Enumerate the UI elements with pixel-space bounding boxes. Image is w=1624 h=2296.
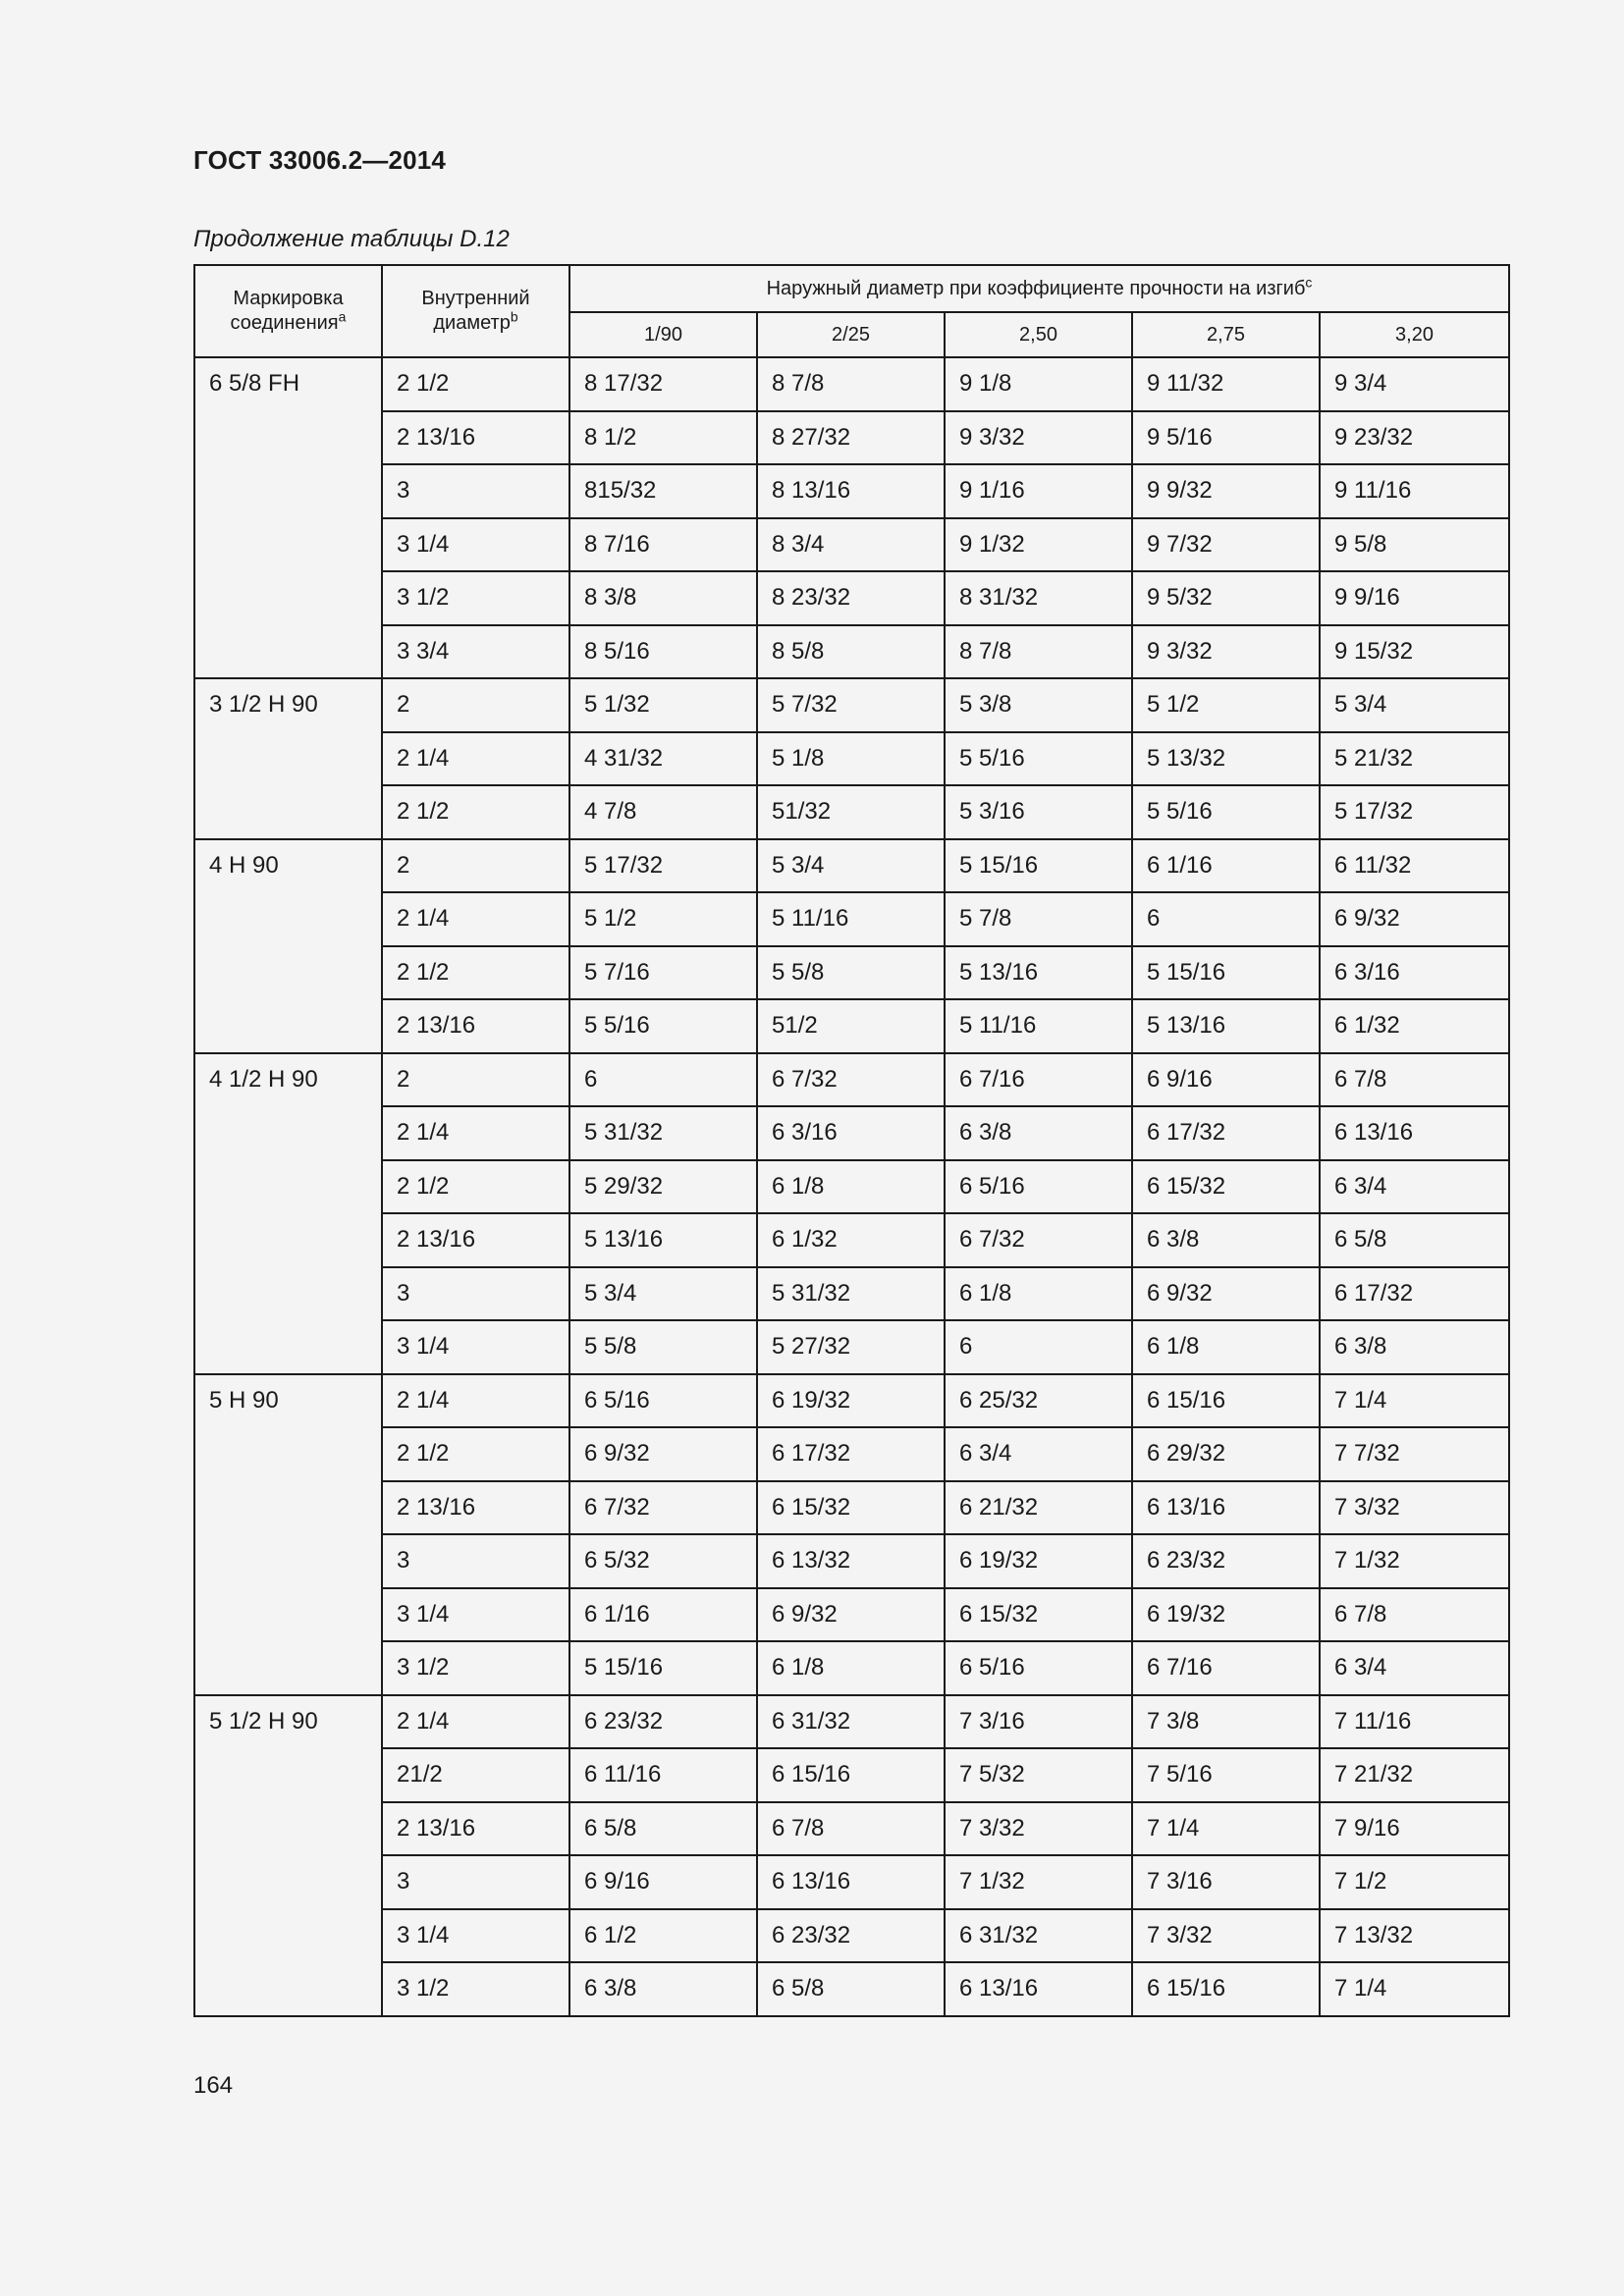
outer-diameter-cell: 8 27/32 <box>757 411 945 465</box>
outer-diameter-cell: 6 7/16 <box>945 1053 1132 1107</box>
outer-diameter-cell: 6 1/8 <box>757 1160 945 1214</box>
inner-diameter-cell: 2 <box>382 839 569 893</box>
outer-diameter-cell: 9 11/16 <box>1320 464 1509 518</box>
table-row <box>194 1855 1509 1909</box>
page-number: 164 <box>193 2072 234 2099</box>
outer-diameter-cell: 8 17/32 <box>569 357 757 411</box>
outer-diameter-cell: 6 1/8 <box>945 1267 1132 1321</box>
outer-diameter-cell: 6 7/16 <box>1132 1641 1320 1695</box>
inner-diameter-cell: 3 1/2 <box>382 1962 569 2016</box>
inner-diameter-cell: 3 1/4 <box>382 1320 569 1374</box>
inner-diameter-cell: 2 1/4 <box>382 1374 569 1428</box>
outer-diameter-cell: 5 7/32 <box>757 678 945 732</box>
outer-diameter-cell: 9 23/32 <box>1320 411 1509 465</box>
outer-diameter-cell: 7 9/16 <box>1320 1802 1509 1856</box>
outer-diameter-cell: 5 11/16 <box>945 999 1132 1053</box>
table-row <box>194 1320 1509 1374</box>
outer-diameter-cell: 6 1/2 <box>569 1909 757 1963</box>
outer-diameter-cell: 9 9/32 <box>1132 464 1320 518</box>
outer-diameter-cell: 6 19/32 <box>945 1534 1132 1588</box>
table-row <box>194 839 1509 893</box>
outer-diameter-cell: 8 5/16 <box>569 625 757 679</box>
inner-diameter-cell: 3 1/4 <box>382 1588 569 1642</box>
subheader-cell: 3,20 <box>1320 312 1509 357</box>
marking-cell: 4 1/2 H 90 <box>194 1053 382 1374</box>
outer-diameter-cell: 6 7/32 <box>569 1481 757 1535</box>
outer-diameter-cell: 5 13/32 <box>1132 732 1320 786</box>
outer-diameter-cell: 6 23/32 <box>569 1695 757 1749</box>
outer-diameter-cell: 5 15/16 <box>945 839 1132 893</box>
outer-diameter-cell: 5 31/32 <box>569 1106 757 1160</box>
table-row <box>194 1213 1509 1267</box>
table-body <box>194 357 1509 2016</box>
inner-diameter-cell: 3 <box>382 1855 569 1909</box>
table-row <box>194 1053 1509 1107</box>
table-row <box>194 1695 1509 1749</box>
inner-diameter-cell: 3 <box>382 1534 569 1588</box>
outer-diameter-cell: 9 11/32 <box>1132 357 1320 411</box>
outer-diameter-cell: 6 3/8 <box>569 1962 757 2016</box>
outer-diameter-cell: 5 15/16 <box>1132 946 1320 1000</box>
table-row <box>194 411 1509 465</box>
outer-diameter-cell: 8 3/8 <box>569 571 757 625</box>
table-row <box>194 1588 1509 1642</box>
outer-diameter-cell: 5 1/32 <box>569 678 757 732</box>
outer-diameter-cell: 9 3/32 <box>945 411 1132 465</box>
outer-diameter-cell: 6 1/32 <box>1320 999 1509 1053</box>
data-table <box>193 264 1510 2017</box>
marking-cell: 5 H 90 <box>194 1374 382 1695</box>
outer-diameter-cell: 6 1/16 <box>1132 839 1320 893</box>
inner-diameter-cell: 2 13/16 <box>382 1213 569 1267</box>
outer-diameter-cell: 6 9/32 <box>1132 1267 1320 1321</box>
outer-diameter-cell: 5 21/32 <box>1320 732 1509 786</box>
document-title: ГОСТ 33006.2—2014 <box>193 145 447 175</box>
table-row <box>194 1641 1509 1695</box>
table-row <box>194 892 1509 946</box>
outer-diameter-cell: 5 7/8 <box>945 892 1132 946</box>
outer-diameter-cell: 6 5/32 <box>569 1534 757 1588</box>
outer-diameter-cell: 9 3/32 <box>1132 625 1320 679</box>
outer-diameter-cell: 5 11/16 <box>757 892 945 946</box>
outer-diameter-cell: 6 15/16 <box>1132 1374 1320 1428</box>
table-row <box>194 1962 1509 2016</box>
outer-diameter-cell: 5 15/16 <box>569 1641 757 1695</box>
table-row <box>194 518 1509 572</box>
marking-cell: 4 H 90 <box>194 839 382 1053</box>
outer-diameter-cell: 5 1/2 <box>569 892 757 946</box>
outer-diameter-cell: 5 13/16 <box>1132 999 1320 1053</box>
outer-diameter-cell: 9 7/32 <box>1132 518 1320 572</box>
outer-diameter-cell: 6 31/32 <box>945 1909 1132 1963</box>
outer-diameter-cell: 6 7/32 <box>945 1213 1132 1267</box>
outer-diameter-cell: 8 13/16 <box>757 464 945 518</box>
outer-diameter-cell: 7 1/4 <box>1320 1962 1509 2016</box>
inner-diameter-cell: 2 13/16 <box>382 1802 569 1856</box>
outer-diameter-cell: 6 15/16 <box>757 1748 945 1802</box>
outer-diameter-cell: 8 3/4 <box>757 518 945 572</box>
inner-diameter-cell: 3 3/4 <box>382 625 569 679</box>
outer-diameter-cell: 7 3/16 <box>945 1695 1132 1749</box>
inner-diameter-cell: 2 1/2 <box>382 357 569 411</box>
outer-diameter-cell: 7 11/16 <box>1320 1695 1509 1749</box>
marking-cell: 5 1/2 H 90 <box>194 1695 382 2016</box>
outer-diameter-cell: 9 5/32 <box>1132 571 1320 625</box>
inner-diameter-cell: 21/2 <box>382 1748 569 1802</box>
outer-diameter-cell: 6 9/32 <box>757 1588 945 1642</box>
table-row <box>194 571 1509 625</box>
table-row <box>194 357 1509 411</box>
outer-diameter-cell: 5 13/16 <box>945 946 1132 1000</box>
outer-diameter-cell: 7 3/16 <box>1132 1855 1320 1909</box>
outer-diameter-cell: 6 15/16 <box>1132 1962 1320 2016</box>
outer-diameter-cell: 8 5/8 <box>757 625 945 679</box>
inner-diameter-cell: 2 1/2 <box>382 1427 569 1481</box>
table-row <box>194 1481 1509 1535</box>
outer-diameter-cell: 7 7/32 <box>1320 1427 1509 1481</box>
inner-diameter-cell: 3 1/2 <box>382 571 569 625</box>
inner-diameter-cell: 2 1/4 <box>382 1106 569 1160</box>
inner-diameter-cell: 2 1/4 <box>382 732 569 786</box>
outer-diameter-cell: 6 5/8 <box>569 1802 757 1856</box>
outer-diameter-cell: 6 25/32 <box>945 1374 1132 1428</box>
table-row <box>194 946 1509 1000</box>
outer-diameter-cell: 6 7/32 <box>757 1053 945 1107</box>
outer-diameter-cell: 5 17/32 <box>1320 785 1509 839</box>
outer-diameter-cell: 7 5/16 <box>1132 1748 1320 1802</box>
outer-diameter-cell: 6 19/32 <box>1132 1588 1320 1642</box>
outer-diameter-cell: 6 15/32 <box>757 1481 945 1535</box>
outer-diameter-cell: 5 3/4 <box>757 839 945 893</box>
outer-diameter-cell: 6 13/16 <box>1320 1106 1509 1160</box>
table-row <box>194 1374 1509 1428</box>
table-row <box>194 1748 1509 1802</box>
inner-diameter-cell: 2 1/4 <box>382 892 569 946</box>
outer-diameter-cell: 9 9/16 <box>1320 571 1509 625</box>
outer-diameter-cell: 5 29/32 <box>569 1160 757 1214</box>
inner-diameter-cell: 2 1/2 <box>382 785 569 839</box>
outer-diameter-cell: 7 3/32 <box>945 1802 1132 1856</box>
outer-diameter-cell: 6 29/32 <box>1132 1427 1320 1481</box>
table-row <box>194 1106 1509 1160</box>
table-caption: Продолжение таблицы D.12 <box>193 226 510 252</box>
outer-diameter-cell: 815/32 <box>569 464 757 518</box>
outer-diameter-cell: 6 <box>569 1053 757 1107</box>
outer-diameter-cell: 6 1/32 <box>757 1213 945 1267</box>
table-row <box>194 464 1509 518</box>
outer-diameter-cell: 5 5/8 <box>569 1320 757 1374</box>
subheader-cell: 2,50 <box>945 312 1132 357</box>
outer-diameter-cell: 6 7/8 <box>1320 1053 1509 1107</box>
subheader-cell: 2/25 <box>757 312 945 357</box>
outer-diameter-cell: 6 19/32 <box>757 1374 945 1428</box>
outer-diameter-cell: 6 17/32 <box>757 1427 945 1481</box>
outer-diameter-cell: 6 1/16 <box>569 1588 757 1642</box>
table-row <box>194 1534 1509 1588</box>
inner-diameter-cell: 2 <box>382 1053 569 1107</box>
outer-diameter-cell: 7 21/32 <box>1320 1748 1509 1802</box>
header-outer-diameter: Наружный диаметр при коэффициенте прочности на изгиб$^c$ <box>569 265 1509 312</box>
outer-diameter-cell: 6 13/32 <box>757 1534 945 1588</box>
outer-diameter-cell: 9 1/16 <box>945 464 1132 518</box>
outer-diameter-cell: 6 3/4 <box>945 1427 1132 1481</box>
table-header <box>194 265 1509 357</box>
outer-diameter-cell: 6 9/16 <box>1132 1053 1320 1107</box>
inner-diameter-cell: 2 1/2 <box>382 946 569 1000</box>
outer-diameter-cell: 8 1/2 <box>569 411 757 465</box>
table-row <box>194 732 1509 786</box>
outer-diameter-cell: 5 1/8 <box>757 732 945 786</box>
outer-diameter-cell: 5 5/16 <box>569 999 757 1053</box>
table-row <box>194 1909 1509 1963</box>
table-row <box>194 1427 1509 1481</box>
outer-diameter-cell: 5 31/32 <box>757 1267 945 1321</box>
inner-diameter-cell: 3 <box>382 1267 569 1321</box>
outer-diameter-cell: 6 3/8 <box>1320 1320 1509 1374</box>
outer-diameter-cell: 6 1/8 <box>757 1641 945 1695</box>
outer-diameter-cell: 8 7/8 <box>757 357 945 411</box>
footnote-mark: b <box>510 308 518 325</box>
outer-diameter-cell: 6 13/16 <box>1132 1481 1320 1535</box>
outer-diameter-cell: 6 23/32 <box>757 1909 945 1963</box>
inner-diameter-cell: 3 1/4 <box>382 1909 569 1963</box>
subheader-cell: 1/90 <box>569 312 757 357</box>
outer-diameter-cell: 6 1/8 <box>1132 1320 1320 1374</box>
outer-diameter-cell: 6 <box>945 1320 1132 1374</box>
outer-diameter-cell: 5 3/4 <box>569 1267 757 1321</box>
table-row <box>194 1267 1509 1321</box>
outer-diameter-cell: 6 9/16 <box>569 1855 757 1909</box>
outer-diameter-cell: 5 3/4 <box>1320 678 1509 732</box>
outer-diameter-cell: 6 13/16 <box>757 1855 945 1909</box>
outer-diameter-cell: 6 3/4 <box>1320 1160 1509 1214</box>
outer-diameter-cell: 5 3/8 <box>945 678 1132 732</box>
outer-diameter-cell: 8 7/16 <box>569 518 757 572</box>
outer-diameter-cell: 6 5/16 <box>569 1374 757 1428</box>
outer-diameter-cell: 7 1/32 <box>945 1855 1132 1909</box>
table-row <box>194 625 1509 679</box>
table-row <box>194 785 1509 839</box>
outer-diameter-cell: 7 1/4 <box>1132 1802 1320 1856</box>
outer-diameter-cell: 5 5/16 <box>1132 785 1320 839</box>
header-marking: Маркировка соединения$^a$ <box>194 265 382 357</box>
outer-diameter-cell: 5 1/2 <box>1132 678 1320 732</box>
outer-diameter-cell: 7 5/32 <box>945 1748 1132 1802</box>
outer-diameter-cell: 7 1/32 <box>1320 1534 1509 1588</box>
outer-diameter-cell: 6 7/8 <box>1320 1588 1509 1642</box>
outer-diameter-cell: 5 27/32 <box>757 1320 945 1374</box>
outer-diameter-cell: 6 3/8 <box>945 1106 1132 1160</box>
outer-diameter-cell: 7 3/8 <box>1132 1695 1320 1749</box>
outer-diameter-cell: 6 3/16 <box>1320 946 1509 1000</box>
outer-diameter-cell: 8 7/8 <box>945 625 1132 679</box>
header-inner-diameter: Внутренний диаметр$^b$ <box>382 265 569 357</box>
outer-diameter-cell: 6 7/8 <box>757 1802 945 1856</box>
outer-diameter-cell: 6 3/16 <box>757 1106 945 1160</box>
outer-diameter-cell: 6 5/16 <box>945 1641 1132 1695</box>
outer-diameter-cell: 5 13/16 <box>569 1213 757 1267</box>
outer-diameter-cell: 6 <box>1132 892 1320 946</box>
inner-diameter-cell: 2 <box>382 678 569 732</box>
outer-diameter-cell: 6 11/32 <box>1320 839 1509 893</box>
outer-diameter-cell: 6 11/16 <box>569 1748 757 1802</box>
outer-diameter-cell: 6 17/32 <box>1132 1106 1320 1160</box>
inner-diameter-cell: 2 13/16 <box>382 999 569 1053</box>
table-row <box>194 678 1509 732</box>
outer-diameter-cell: 9 15/32 <box>1320 625 1509 679</box>
marking-cell: 3 1/2 H 90 <box>194 678 382 839</box>
inner-diameter-cell: 2 1/2 <box>382 1160 569 1214</box>
outer-diameter-cell: 9 3/4 <box>1320 357 1509 411</box>
outer-diameter-cell: 6 15/32 <box>1132 1160 1320 1214</box>
outer-diameter-cell: 7 13/32 <box>1320 1909 1509 1963</box>
outer-diameter-cell: 6 3/8 <box>1132 1213 1320 1267</box>
inner-diameter-cell: 2 13/16 <box>382 411 569 465</box>
table-row <box>194 999 1509 1053</box>
outer-diameter-cell: 9 5/8 <box>1320 518 1509 572</box>
outer-diameter-cell: 6 31/32 <box>757 1695 945 1749</box>
outer-diameter-cell: 9 1/32 <box>945 518 1132 572</box>
outer-diameter-cell: 6 15/32 <box>945 1588 1132 1642</box>
outer-diameter-cell: 4 31/32 <box>569 732 757 786</box>
outer-diameter-cell: 6 5/16 <box>945 1160 1132 1214</box>
outer-diameter-cell: 9 5/16 <box>1132 411 1320 465</box>
outer-diameter-cell: 8 23/32 <box>757 571 945 625</box>
outer-diameter-cell: 5 3/16 <box>945 785 1132 839</box>
inner-diameter-cell: 2 1/4 <box>382 1695 569 1749</box>
inner-diameter-cell: 2 13/16 <box>382 1481 569 1535</box>
outer-diameter-cell: 6 5/8 <box>1320 1213 1509 1267</box>
outer-diameter-cell: 7 3/32 <box>1132 1909 1320 1963</box>
outer-diameter-cell: 6 9/32 <box>569 1427 757 1481</box>
outer-diameter-cell: 7 3/32 <box>1320 1481 1509 1535</box>
inner-diameter-cell: 3 <box>382 464 569 518</box>
outer-diameter-cell: 6 3/4 <box>1320 1641 1509 1695</box>
outer-diameter-cell: 51/2 <box>757 999 945 1053</box>
table-row <box>194 1160 1509 1214</box>
footnote-mark: c <box>1305 273 1313 290</box>
marking-cell: 6 5/8 FH <box>194 357 382 678</box>
inner-diameter-cell: 3 1/2 <box>382 1641 569 1695</box>
outer-diameter-cell: 5 7/16 <box>569 946 757 1000</box>
inner-diameter-cell: 3 1/4 <box>382 518 569 572</box>
outer-diameter-cell: 8 31/32 <box>945 571 1132 625</box>
outer-diameter-cell: 6 5/8 <box>757 1962 945 2016</box>
outer-diameter-cell: 6 23/32 <box>1132 1534 1320 1588</box>
subheader-cell: 2,75 <box>1132 312 1320 357</box>
outer-diameter-cell: 5 17/32 <box>569 839 757 893</box>
table-row <box>194 1802 1509 1856</box>
outer-diameter-cell: 9 1/8 <box>945 357 1132 411</box>
outer-diameter-cell: 7 1/4 <box>1320 1374 1509 1428</box>
outer-diameter-cell: 4 7/8 <box>569 785 757 839</box>
outer-diameter-cell: 51/32 <box>757 785 945 839</box>
outer-diameter-cell: 6 21/32 <box>945 1481 1132 1535</box>
outer-diameter-cell: 6 9/32 <box>1320 892 1509 946</box>
outer-diameter-cell: 6 17/32 <box>1320 1267 1509 1321</box>
footnote-mark: a <box>338 308 347 325</box>
outer-diameter-cell: 5 5/8 <box>757 946 945 1000</box>
outer-diameter-cell: 5 5/16 <box>945 732 1132 786</box>
outer-diameter-cell: 6 13/16 <box>945 1962 1132 2016</box>
outer-diameter-cell: 7 1/2 <box>1320 1855 1509 1909</box>
